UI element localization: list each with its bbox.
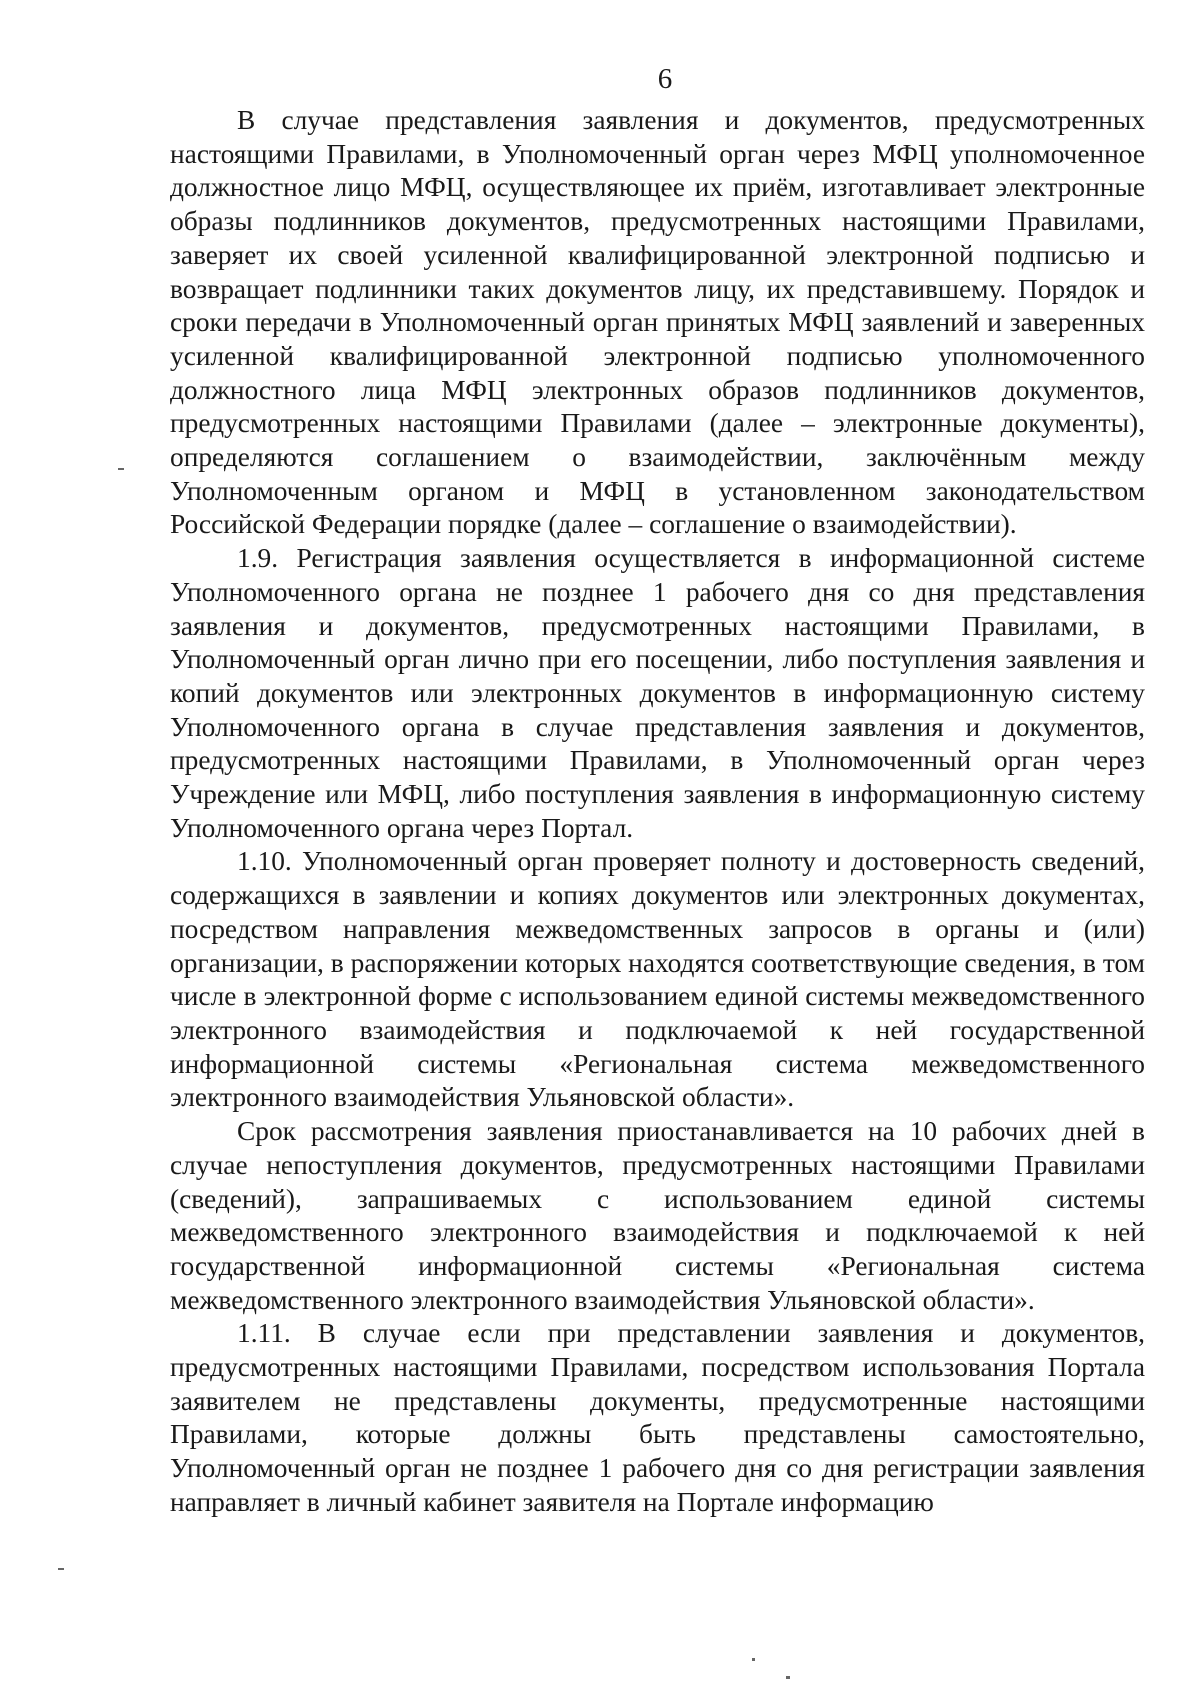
scan-speck	[118, 468, 124, 470]
scan-speck	[786, 1676, 790, 1679]
document-body	[170, 104, 1145, 1520]
paragraph-1-10-verification: 1.10. Уполномоченный орган проверяет полноту и достоверность сведений, содержащихся в заявлении и копиях документов или электронных документах, посредством направления межведомственных запросов в органы и (или) организации, в распоряжении которых находятся соответствующие сведения, в том числе в электронной форме с использованием единой системы межведомственного электронного взаимодействия и подключаемой к ней государственной информационной системы «Региональная система межведомственного электронного взаимодействия Ульяновской области».	[170, 846, 1145, 1113]
scan-speck	[58, 1568, 64, 1570]
scan-speck	[752, 1658, 755, 1661]
paragraph-mfc-submission: В случае представления заявления и документов, предусмотренных настоящими Правилами, в Уполномоченный орган через МФЦ уполномоченное должностное лицо МФЦ, осуществляющее их приём, изготавливает электронные образы подлинников документов, предусмотренных настоящими Правилами, заверяет их своей усиленной квалифицированной электронной подписью и возвращает подлинники таких документов лицу, их представившему. Порядок и сроки передачи в Уполномоченный орган принятых МФЦ заявлений и заверенных усиленной квалифицированной электронной подписью уполномоченного должностного лица МФЦ электронных образов подлинников документов, предусмотренных настоящими Правилами (далее – электронные документы), определяются соглашением о взаимодействии, заключённым между Уполномоченным органом и МФЦ в установленном законодательством Российской Федерации порядке (далее – соглашение о взаимодействии).	[170, 105, 1145, 540]
paragraph-1-11-portal: 1.11. В случае если при представлении заявления и документов, предусмотренных настоящими Правилами, посредством использования Портала заявителем не представлены документы, предусмотренные настоящими Правилами, которые должны быть представлены самостоятельно, Уполномоченный орган не позднее 1 рабочего дня со дня регистрации заявления направляет в личный кабинет заявителя на Портале информацию	[170, 1318, 1145, 1517]
page-number: 6	[657, 63, 673, 95]
paragraph-suspension-term: Срок рассмотрения заявления приостанавливается на 10 рабочих дней в случае непоступления документов, предусмотренных настоящими Правилами (сведений), запрашиваемых с использованием единой системы межведомственного электронного взаимодействия и подключаемой к ней государственной информационной системы «Региональная система межведомственного электронного взаимодействия Ульяновской области».	[170, 1116, 1145, 1315]
paragraph-1-9-registration: 1.9. Регистрация заявления осуществляется в информационной системе Уполномоченного органа не позднее 1 рабочего дня со дня представления заявления и документов, предусмотренных настоящими Правилами, в Уполномоченный орган лично при его посещении, либо поступления заявления и копий документов или электронных документов в информационную систему Уполномоченного органа в случае представления заявления и документов, предусмотренных настоящими Правилами, в Уполномоченный орган через Учреждение или МФЦ, либо поступления заявления в информационную систему Уполномоченного органа через Портал.	[170, 543, 1145, 843]
